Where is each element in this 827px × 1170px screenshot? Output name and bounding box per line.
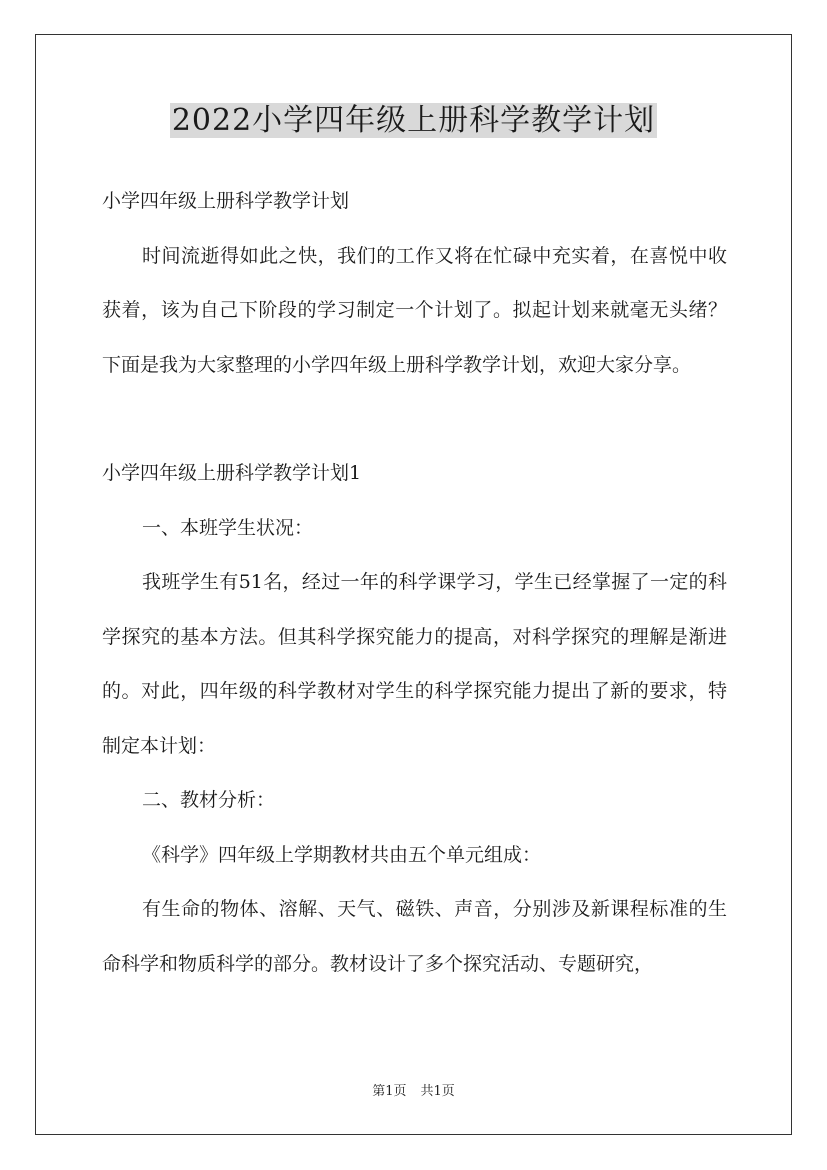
section-heading-plan-1: 小学四年级上册科学教学计划1 <box>102 462 362 484</box>
section-heading-student-status: 一、本班学生状况： <box>142 516 314 539</box>
document-body <box>102 174 727 991</box>
paragraph-student-status: 我班学生有51名，经过一年的科学课学习，学生已经掌握了一定的科学探究的基本方法。但其科学探究能力的提高，对科学探究的理解是渐进的。对此，四年级的科学教材对学生的科学探究能力提出了新的要求，特制定本计划： <box>102 571 727 757</box>
paragraph-textbook-content: 有生命的物体、溶解、天气、磁铁、声音，分别涉及新课程标准的生命科学和物质科学的部分。教材设计了多个探究活动、专题研究， <box>102 898 727 975</box>
paragraph-intro: 时间流逝得如此之快，我们的工作又将在忙碌中充实着，在喜悦中收获着，该为自己下阶段的学习制定一个计划了。拟起计划来就毫无头绪？下面是我为大家整理的小学四年级上册科学教学计划，欢迎大家分享。 <box>102 244 727 376</box>
section-heading-textbook-analysis: 二、教材分析： <box>142 789 276 811</box>
paragraph-textbook-units: 《科学》四年级上学期教材共由五个单元组成： <box>142 843 542 866</box>
document-title-text: 2022小学四年级上册科学教学计划 <box>171 103 656 138</box>
page-footer <box>0 1083 827 1101</box>
page-number: 第1页 <box>372 1084 407 1099</box>
document-title <box>0 101 827 141</box>
paragraph-subtitle: 小学四年级上册科学教学计划 <box>102 190 350 212</box>
page-total: 共1页 <box>420 1084 455 1099</box>
